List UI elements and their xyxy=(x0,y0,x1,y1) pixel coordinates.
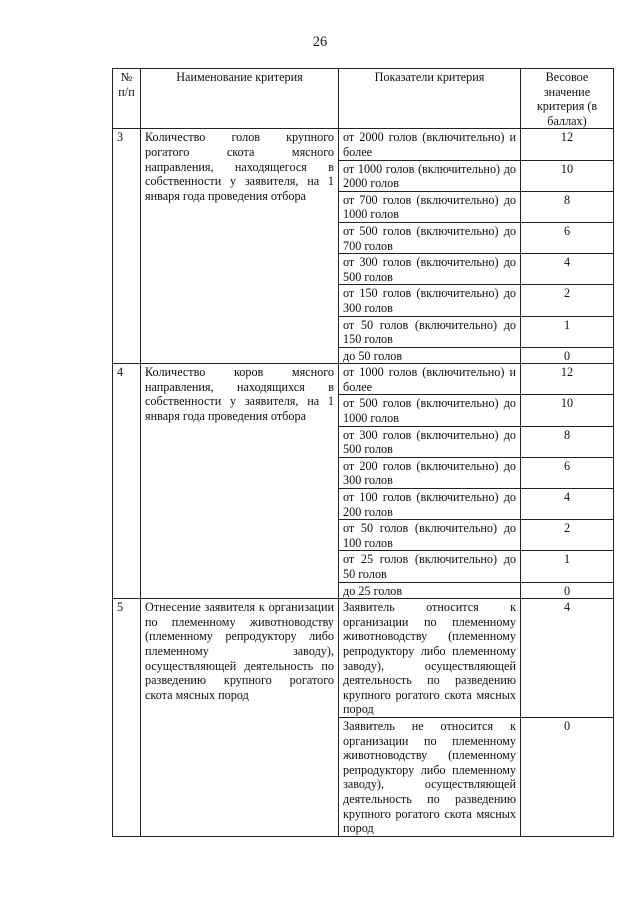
criterion-indicator: от 100 голов (включительно) до 200 голов xyxy=(339,489,521,520)
criterion-indicator: от 200 голов (включительно) до 300 голов xyxy=(339,457,521,488)
criterion-score: 6 xyxy=(521,222,614,253)
criterion-indicator: от 700 голов (включительно) до 1000 голов xyxy=(339,191,521,222)
criterion-indicator: от 50 голов (включительно) до 150 голов xyxy=(339,316,521,347)
header-name: Наименование критерия xyxy=(141,69,339,129)
criterion-indicator: от 150 голов (включительно) до 300 голов xyxy=(339,285,521,316)
header-num: № п/п xyxy=(113,69,141,129)
criterion-score: 2 xyxy=(521,285,614,316)
criterion-indicator: от 25 голов (включительно) до 50 голов xyxy=(339,551,521,582)
criterion-score: 12 xyxy=(521,364,614,395)
header-indicators: Показатели критерия xyxy=(339,69,521,129)
criterion-score: 10 xyxy=(521,160,614,191)
criterion-indicator: от 300 голов (включительно) до 500 голов xyxy=(339,254,521,285)
header-row xyxy=(113,69,614,129)
criterion-score: 2 xyxy=(521,520,614,551)
criterion-score: 4 xyxy=(521,599,614,718)
criterion-score: 12 xyxy=(521,129,614,160)
criterion-score: 1 xyxy=(521,316,614,347)
criterion-score: 4 xyxy=(521,254,614,285)
criterion-score: 4 xyxy=(521,489,614,520)
criterion-indicator: от 1000 голов (включительно) до 2000 голов xyxy=(339,160,521,191)
criterion-score: 8 xyxy=(521,191,614,222)
criterion-score: 0 xyxy=(521,717,614,836)
criterion-indicator: от 1000 голов (включительно) и более xyxy=(339,364,521,395)
criterion-indicator: до 50 голов xyxy=(339,347,521,364)
criterion-number: 5 xyxy=(113,599,141,837)
criterion-score: 0 xyxy=(521,347,614,364)
table-row xyxy=(113,129,614,160)
table-row xyxy=(113,599,614,718)
criterion-score: 0 xyxy=(521,582,614,599)
criterion-indicator: до 25 голов xyxy=(339,582,521,599)
criterion-score: 8 xyxy=(521,426,614,457)
criterion-number: 3 xyxy=(113,129,141,364)
table-row xyxy=(113,364,614,395)
criterion-number: 4 xyxy=(113,364,141,599)
criterion-indicator: Заявитель не относится к организации по племенному животноводству (племенному репродуктору либо племенному заводу), осуществляющей деятельность по разведению крупного рогатого скота мясных пород xyxy=(339,717,521,836)
criterion-score: 1 xyxy=(521,551,614,582)
criterion-indicator: Заявитель относится к организации по племенному животноводству (племенному репродуктору либо племенному заводу), осуществляющей деятельность по разведению крупного рогатого скота мясных пород xyxy=(339,599,521,718)
criterion-indicator: от 300 голов (включительно) до 500 голов xyxy=(339,426,521,457)
criterion-indicator: от 500 голов (включительно) до 1000 голов xyxy=(339,395,521,426)
criterion-score: 6 xyxy=(521,457,614,488)
page-number: 26 xyxy=(312,34,328,50)
criterion-indicator: от 500 голов (включительно) до 700 голов xyxy=(339,222,521,253)
criterion-indicator: от 2000 голов (включительно) и более xyxy=(339,129,521,160)
header-weight: Весовое значение критерия (в баллах) xyxy=(521,69,614,129)
criterion-name: Количество голов крупного рогатого скота мясного направления, находящегося в собственности у заявителя, на 1 января года проведения отбора xyxy=(141,129,339,364)
criteria-table xyxy=(112,68,614,837)
criterion-name: Отнесение заявителя к организации по племенному животноводству (племенному репродуктору либо племенному заводу), осуществляющей деятельность по разведению крупного рогатого скота мясных пород xyxy=(141,599,339,837)
criterion-score: 10 xyxy=(521,395,614,426)
criterion-name: Количество коров мясного направления, находящихся в собственности у заявителя, на 1 января года проведения отбора xyxy=(141,364,339,599)
criterion-indicator: от 50 голов (включительно) до 100 голов xyxy=(339,520,521,551)
